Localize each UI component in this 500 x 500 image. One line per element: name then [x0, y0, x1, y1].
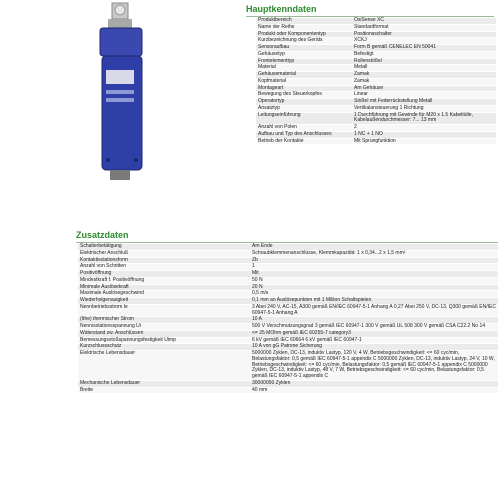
spec-value: 20 N: [250, 284, 498, 291]
spec-label: Anzahl von Schritten: [78, 264, 250, 271]
main-section-title: Hauptkenndaten: [246, 4, 317, 14]
spec-value: OsiSense XC: [352, 18, 496, 24]
spec-row: [78, 277, 498, 284]
spec-label: Gehäusematerial: [256, 72, 352, 79]
spec-label: Name der Reihe: [256, 24, 352, 31]
spec-label: Produkt oder Komponententyp: [256, 31, 352, 38]
spec-label: Produktbereich: [256, 18, 352, 24]
spec-value: 0,5 m/s: [250, 291, 498, 298]
spec-label: Aufbau und Typ des Anschlusses: [256, 131, 352, 138]
spec-row: [78, 351, 498, 381]
spec-value: 1: [250, 264, 498, 271]
spec-row: [256, 131, 496, 138]
spec-label: Bewegung des Steuerkopfes: [256, 92, 352, 99]
spec-label: Leitungseinführung: [256, 112, 352, 125]
spec-value: 5000000 Zyklen, DC-13, induktiv Lastyp, 120 V, 4 W, Betriebsgeschwindigkeit: <= 60 cyc/min, Belastungsfaktor: 0,5 gemäß IEC 60947-5-1 appendix C 5000000 Zyklen, DC-13, induktiv Lastyp, 24 V, 10 W, Betriebsgeschwindigkeit: <= 60 cyc/min, Belastungsfaktor: 0,5 gemäß IEC 60947-5-1 appendix C 5000000 Zyklen, DC-13, induktiv Lastyp, 48 V, 7 W, Betriebsgeschwindigkeit: <= 60 cyc/min, Belastungsfaktor: 0,5 gemäß IEC 60947-5-1 appendix C: [250, 351, 498, 381]
spec-label: Maximale Auslösegeschwind: [78, 291, 250, 298]
spec-value: XCKJ: [352, 38, 496, 45]
spec-value: Metall: [352, 65, 496, 72]
spec-label: Widerstand zw. Anschlüssen: [78, 330, 250, 337]
spec-value: 30000000 Zyklen: [250, 380, 498, 387]
spec-label: Elektrische Lebensdauer: [78, 351, 250, 381]
spec-label: Schalterbetätigung: [78, 244, 250, 250]
spec-value: Rollenstößel: [352, 58, 496, 65]
spec-value: 3 Abei 240 V, AC-15, A300 gemäß EN/IEC 60947-5-1 Anhang A 0,27 Abei 250 V, DC-13, Q300 gemäß EN/IEC 60947-5-1 Anhang A: [250, 304, 498, 317]
spec-row: [256, 112, 496, 125]
spec-label: Montageart: [256, 85, 352, 92]
spec-value: 0,1 mm an Auslösepunkten mit 1 Million Schaltspielen: [250, 298, 498, 305]
spec-value: Form B gemäß CENELEC EN 50041: [352, 45, 496, 52]
spec-value: Vertikalansteuerung 1 Richtung: [352, 105, 496, 112]
spec-label: (Ithe) thermischer Strom: [78, 317, 250, 324]
spec-row: [78, 257, 498, 264]
spec-label: Elektrischer Anschluß: [78, 250, 250, 257]
spec-value: 500 V Verschmutzungsgrad 3 gemäß IEC 60947-1 300 V gemäß UL 508 300 V gemäß CSA C22.2 No 14: [250, 324, 498, 331]
spec-label: Kurzschlussschutz: [78, 344, 250, 351]
spec-value: Mit: [250, 271, 498, 278]
spec-row: [256, 58, 496, 65]
spec-row: [256, 24, 496, 31]
product-photo: [88, 0, 152, 182]
spec-value: <= 25 MOhm gemäß IEC 60255-7 category3: [250, 330, 498, 337]
spec-label: Material: [256, 65, 352, 72]
main-spec-table: [256, 18, 496, 145]
spec-label: Positivöffnung: [78, 271, 250, 278]
spec-label: Mindestkraft f. Positivöffnung: [78, 277, 250, 284]
spec-value: 10 A: [250, 317, 498, 324]
spec-value: 40 mm: [250, 387, 498, 394]
spec-value: Standardformat: [352, 24, 496, 31]
spec-row: [256, 45, 496, 52]
spec-row: [256, 138, 496, 145]
spec-value: Mit Sprungfunktion: [352, 138, 496, 145]
spec-value: Zamak: [352, 78, 496, 85]
spec-value: 2: [352, 125, 496, 132]
spec-value: Zb: [250, 257, 498, 264]
spec-label: Breite: [78, 387, 250, 394]
spec-label: Kurzbezeichnung des Geräts: [256, 38, 352, 45]
spec-label: Mechanische Lebensdauer: [78, 380, 250, 387]
spec-label: Kopfmaterial: [256, 78, 352, 85]
spec-label: Anzahl von Polen: [256, 125, 352, 132]
extra-section-title: Zusatzdaten: [76, 230, 129, 240]
extra-spec-table: [78, 244, 498, 394]
spec-label: Operatortyp: [256, 99, 352, 106]
spec-label: Gehäusetyp: [256, 51, 352, 58]
spec-row: [256, 51, 496, 58]
spec-label: Kontaktisolationsform: [78, 257, 250, 264]
spec-value: Zamak: [352, 72, 496, 79]
spec-value: Schraubklemmenanschlüsse, Klemmkapazität: 1 x 0,34...2 x 1,5 mm²: [250, 250, 498, 257]
spec-label: Ansatztyp: [256, 105, 352, 112]
spec-value: Befestigt: [352, 51, 496, 58]
spec-value: Linear: [352, 92, 496, 99]
spec-label: Frontelementtyp: [256, 58, 352, 65]
spec-value: Am Ende: [250, 244, 498, 250]
spec-row: [256, 78, 496, 85]
spec-value: 1 Durchführung mit Gewinde für M20 x 1.5 Kabeltülle, Kabelaußendurchmesser: 7... 13 mm: [352, 112, 496, 125]
spec-label: Minimale Auslösekraft: [78, 284, 250, 291]
spec-value: 50 N: [250, 277, 498, 284]
extra-section-rule: [76, 242, 498, 243]
spec-label: Nennisolationsspannung Ui: [78, 324, 250, 331]
spec-label: Bemessungsstoßspannungsfestigkeit Uimp: [78, 337, 250, 344]
spec-label: Nennbetriebsstrom Ie: [78, 304, 250, 317]
spec-row: [78, 330, 498, 337]
spec-label: Wiederholgenauigkeit: [78, 298, 250, 305]
spec-row: [78, 387, 498, 394]
spec-label: Sensoraufbau: [256, 45, 352, 52]
spec-row: [256, 72, 496, 79]
spec-row: [78, 380, 498, 387]
spec-value: Stößel mit Federrückstellung Metall: [352, 99, 496, 106]
spec-value: 10 A von gG Patrone Sicherung: [250, 344, 498, 351]
spec-row: [78, 304, 498, 317]
spec-row: [256, 105, 496, 112]
spec-row: [78, 250, 498, 257]
spec-label: Betrieb der Kontakte: [256, 138, 352, 145]
spec-row: [78, 264, 498, 271]
spec-value: 6 kV gemäß IEC 60664 6 kV gemäß IEC 60947-1: [250, 337, 498, 344]
spec-value: Positionsschalter: [352, 31, 496, 38]
spec-value: 1 NC + 1 NO: [352, 131, 496, 138]
spec-value: Am Gehäuse: [352, 85, 496, 92]
